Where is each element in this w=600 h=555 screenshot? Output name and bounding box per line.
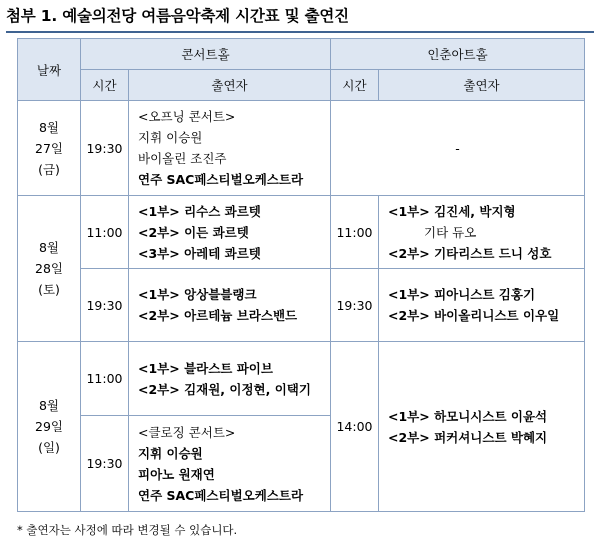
header-time-2: 시간 [331,70,379,101]
performer-line: <2부> 김재원, 이정현, 이택기 [138,381,311,397]
empty-cell: - [331,101,585,196]
time-cell: 19:30 [81,101,129,196]
date-month: 8월 [38,398,60,413]
header-performer-1: 출연자 [129,70,331,101]
date-cell [18,342,81,512]
header-time-1: 시간 [81,70,129,101]
performer-line: 연주 SAC페스티벌오케스트라 [138,487,304,503]
performer-line: 지휘 이승원 [138,445,203,461]
date-cell [18,101,81,196]
time-cell: 11:00 [331,196,379,269]
table-row [18,196,585,269]
performer-line: <2부> 퍼커셔니스트 박혜지 [388,429,548,445]
performer-cell [379,196,585,269]
performer-line: <2부> 아르테늄 브라스밴드 [138,308,298,323]
time-cell: 19:30 [81,269,129,342]
performer-cell [129,101,331,196]
date-day: 28일 [35,261,63,276]
header-row-1 [18,39,585,70]
performer-line: <오프닝 콘서트> [138,109,236,124]
date-day: 27일 [35,140,63,156]
table-row [18,101,585,196]
date-month: 8월 [38,119,60,135]
performer-line: <1부> 앙상블블랭크 [138,287,257,302]
performer-line: <1부> 피아니스트 김홍기 [388,287,536,302]
performer-line: 바이올린 조진주 [138,151,227,166]
date-weekday: (일) [38,440,60,455]
header-performer-2: 출연자 [379,70,585,101]
performer-line: <2부> 이든 콰르텟 [138,224,249,240]
time-cell: 11:00 [81,196,129,269]
header-art-hall: 인춘아트홀 [331,39,585,70]
time-cell: 19:30 [331,269,379,342]
table-row [18,269,585,342]
performer-line: 연주 SAC페스티벌오케스트라 [138,172,304,187]
time-cell: 19:30 [81,416,129,512]
performer-cell [129,342,331,416]
performer-cell [129,416,331,512]
performer-line: <1부> 김진세, 박지형 [388,203,516,219]
date-cell [18,196,81,342]
header-date: 날짜 [18,39,81,101]
performer-line: <2부> 기타리스트 드니 성호 [388,245,552,261]
time-cell: 11:00 [81,342,129,416]
footnote: * 출연자는 사정에 따라 변경될 수 있습니다. [17,523,238,537]
performer-cell [129,196,331,269]
table-row [18,342,585,416]
date-weekday: (금) [38,161,60,177]
title-underline [6,31,594,33]
performer-line: 지휘 이승원 [138,130,203,145]
header-row-2 [18,70,585,101]
performer-line: <2부> 바이올리니스트 이우일 [388,308,560,323]
performer-line: 기타 듀오 [424,224,477,240]
date-weekday: (토) [38,282,60,297]
performer-cell [129,269,331,342]
performer-line: <3부> 아레테 콰르텟 [138,245,261,261]
performer-line: <클로징 콘서트> [138,424,236,440]
schedule-table [17,38,585,512]
performer-line: <1부> 블라스트 파이브 [138,360,273,376]
header-concert-hall: 콘서트홀 [81,39,331,70]
performer-cell [379,269,585,342]
time-cell: 14:00 [331,342,379,512]
performer-line: 피아노 원재연 [138,466,215,482]
page-title: 첨부 1. 예술의전당 여름음악축제 시간표 및 출연진 [6,7,349,25]
performer-cell [379,342,585,512]
date-day: 29일 [35,419,63,434]
performer-line: <1부> 리수스 콰르텟 [138,203,261,219]
performer-line: <1부> 하모니시스트 이윤석 [388,408,548,424]
date-month: 8월 [38,240,60,255]
